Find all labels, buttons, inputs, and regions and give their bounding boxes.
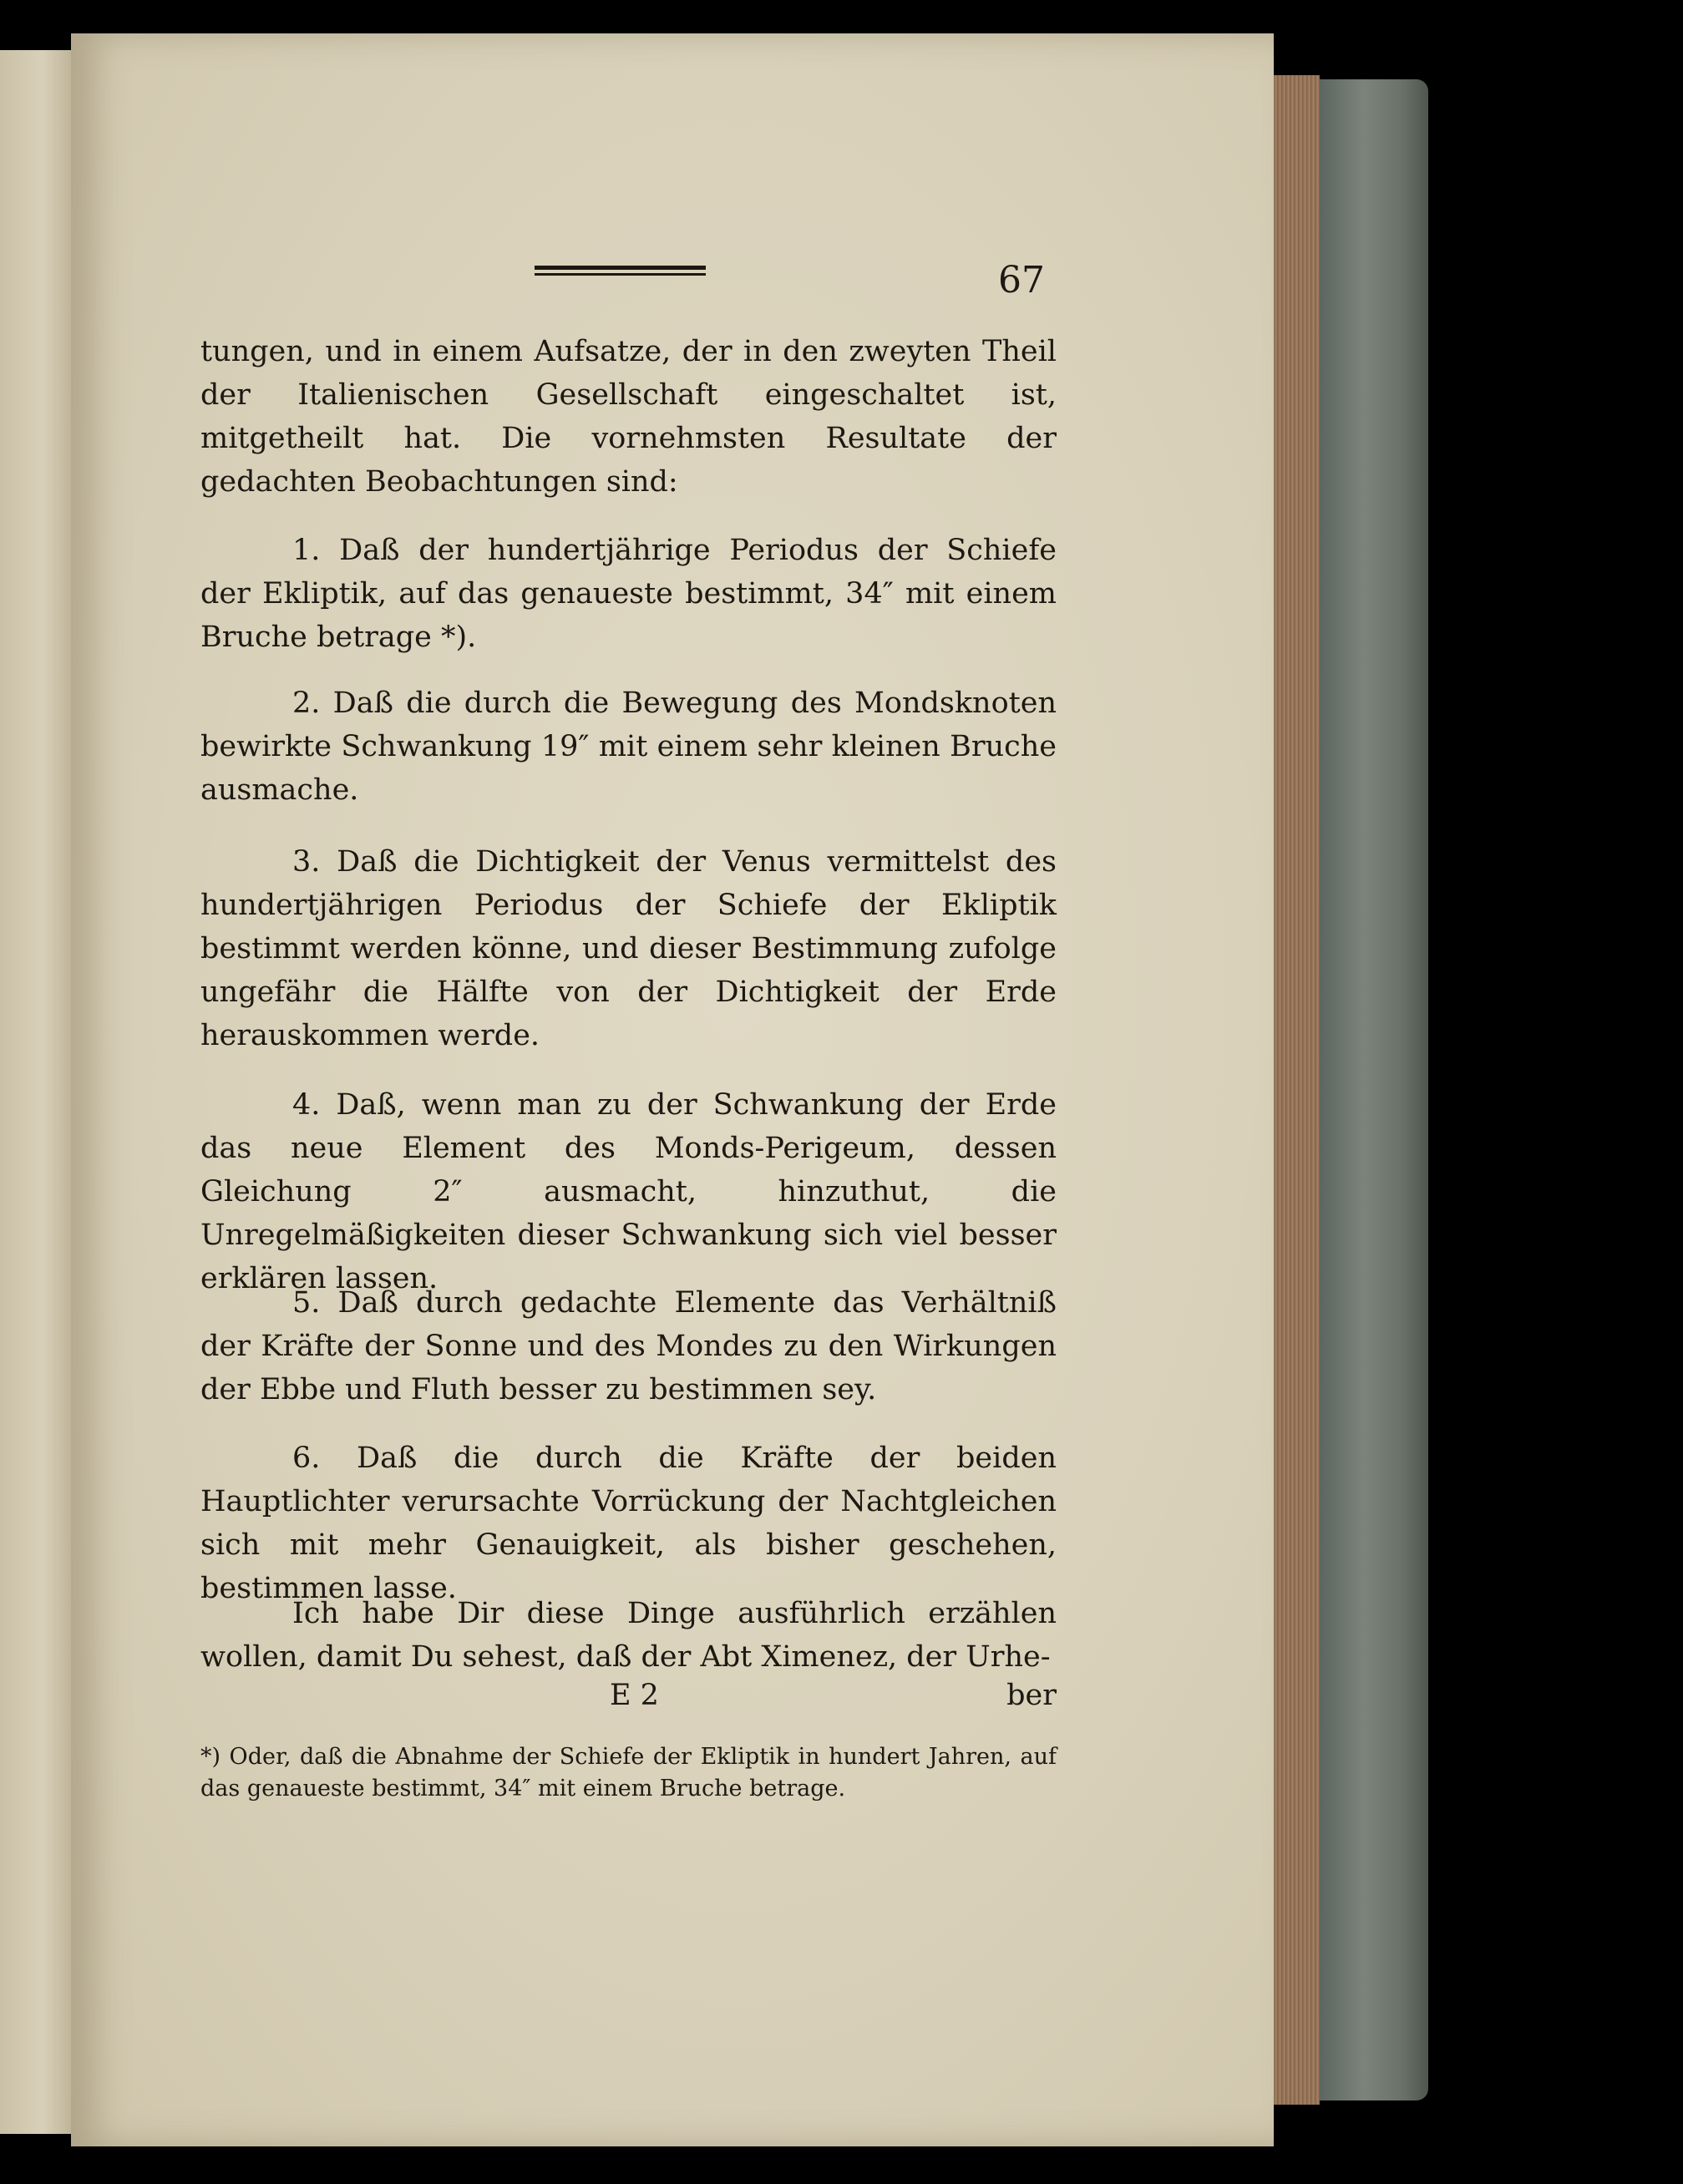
paragraph-item-3: 3. Daß die Dichtigkeit der Venus vermittelst des hundertjährigen Periodus der Schiefe der Ekliptik bestimmt werden könne, und dieser Bestimmung zufolge ungefähr die Hälfte von der Dichtigkeit der Erde herauskommen werde. — [200, 845, 1057, 1052]
signature-line — [200, 1679, 1057, 1722]
paragraph-item-2: 2. Daß die durch die Bewegung des Mondsknoten bewirkte Schwankung 19″ mit einem sehr kleinen Bruche ausmache. — [200, 687, 1057, 807]
paragraph-item-4: 4. Daß, wenn man zu der Schwankung der Erde das neue Element des Monds-Perigeum, dessen Gleichung 2″ ausmacht, hinzuthut, die Unregelmäßigkeiten dieser Schwankung sich viel besser erklären lassen. — [200, 1088, 1057, 1295]
signature-mark: E 2 — [610, 1679, 659, 1712]
paragraph-conclusion: Ich habe Dir diese Dinge ausführlich erzählen wollen, damit Du sehest, daß der Abt Ximenez, der Urhe- — [200, 1597, 1057, 1674]
catchword: ber — [1006, 1679, 1057, 1712]
paragraph-item-5: 5. Daß durch gedachte Elemente das Verhältniß der Kräfte der Sonne und des Mondes zu den Wirkungen der Ebbe und Fluth besser zu bestimmen sey. — [200, 1286, 1057, 1406]
facing-page-edge — [0, 50, 71, 2134]
paragraph-intro: tungen, und in einem Aufsatze, der in den zweyten Theil der Italienischen Gesellschaft eingeschaltet ist, mitgetheilt hat. Die vornehmsten Resultate der gedachten Beobachtungen sind: — [200, 335, 1057, 499]
footnote: *) Oder, daß die Abnahme der Schiefe der Ekliptik in hundert Jahren, auf das genaueste bestimmt, 34″ mit einem Bruche betrage. — [200, 1744, 1057, 1801]
header-rule — [535, 266, 706, 276]
paragraph-item-1: 1. Daß der hundertjährige Periodus der Schiefe der Ekliptik, auf das genaueste bestimmt, 34″ mit einem Bruche betrage *). — [200, 534, 1057, 654]
page-number: 67 — [998, 259, 1045, 302]
paragraph-item-6: 6. Daß die durch die Kräfte der beiden Hauptlichter verursachte Vorrückung der Nachtgleichen sich mit mehr Genauigkeit, als bisher geschehen, bestimmen lasse. — [200, 1442, 1057, 1605]
page-edges — [1274, 75, 1320, 2105]
book-cover — [1320, 79, 1428, 2100]
